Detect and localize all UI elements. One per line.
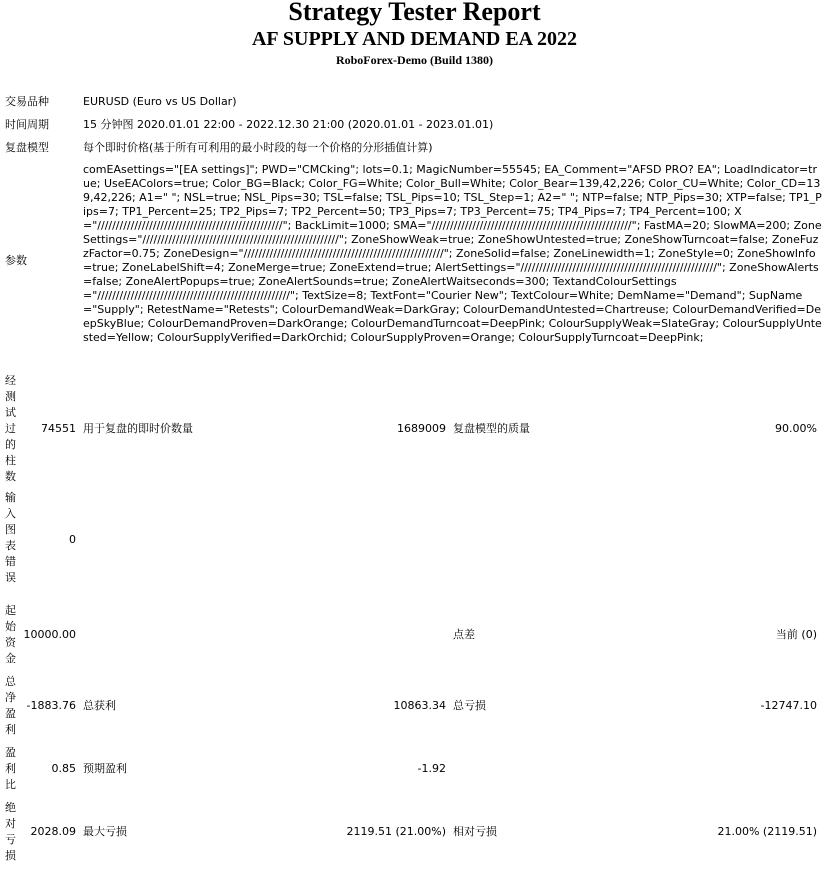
deposit-value: 10000.00 <box>23 628 76 641</box>
errors-label: 输入图表错误 <box>5 491 16 584</box>
gross-profit-label: 总获利 <box>83 699 116 712</box>
spread-label: 点差 <box>453 628 475 641</box>
profit-factor-label: 盈利比 <box>5 746 16 791</box>
model-label: 复盘模型 <box>5 141 49 154</box>
net-profit-label: 总净盈利 <box>5 675 16 736</box>
period-label: 时间周期 <box>5 118 49 131</box>
report-title: Strategy Tester Report <box>288 0 541 26</box>
gross-loss-value: -12747.10 <box>760 699 817 712</box>
gross-profit-value: 10863.34 <box>393 699 446 712</box>
expected-payoff-label: 预期盈利 <box>83 762 127 775</box>
params-value: comEAsettings="[EA settings]"; PWD="CMCking"; lots=0.1; MagicNumber=55545; EA_Comment="AFSD PRO? EA"; LoadIndicator=true; UseEAColors=true; Color_BG=Black; Color_FG=White; Color_Bull=White; Color_Bear=139,42,226; Color_CU=White; Color_CD=139,42,226; A1=" "; NSL=true; NSL_Pips=30; TSL=false; TSL_Pips=10; TSL_Step=1; A2=" "; NTP=false; NTP_Pips=30; XTP=false; TP1_Pips=7; TP1_Percent=25; TP2_Pips=7; TP2_Percent=50; TP3_Pips=7; TP3_Percent=75; TP4_Pips=7; TP4_Percent=100; X="//////////////////////////////////////////////////"; BackLimit=1000; SMA="//////////////////////////////////////////////////////"; FastMA=20; SlowMA=200; ZoneSettings="/////////////////////////////////////////////////////"; ZoneShowWeak=true; ZoneShowUntested=true; ZoneShowTurncoat=false; ZoneFuzzFactor=0.75; ZoneDesign="//////////////////////////////////////////////////////"; ZoneSolid=false; ZoneLinewidth=1; ZoneStyle=0; ZoneShowInfo=true; ZoneLabelShift=4; ZoneMerge=true; ZoneExtend=true; AlertSettings="/////////////////////////////////////////////////////"; ZoneShowAlerts=false; ZoneAlertPopups=true; ZoneAlertSounds=true; ZoneAlertWaitseconds=300; TextandColourSettings="////////////////////////////////////////////////////"; TextSize=8; TextFont="Courier New"; TextColour=White; DemName="Demand"; SupName="Supply"; RetestName="Retests"; ColourDemandWeak=DarkGray; ColourDemandUntested=Chartreuse; ColourDemandVerified=DeepSkyBlue; ColourDemandProven=DarkOrange; ColourDemandTurncoat=DeepPink; ColourSupplyWeak=SlateGray; ColourSupplyUntested=Yellow; ColourSupplyVerified=DarkOrchid; ColourSupplyProven=Orange; ColourSupplyTurncoat=DeepPink; <box>83 163 822 344</box>
errors-value: 0 <box>69 533 76 546</box>
max-drawdown-value: 2119.51 (21.00%) <box>346 825 446 838</box>
model-value: 每个即时价格(基于所有可利用的最小时段的每一个价格的分形插值计算) <box>83 141 433 154</box>
bars-value: 74551 <box>41 422 76 435</box>
deposit-label: 起始资金 <box>5 604 16 665</box>
ticks-label: 用于复盘的即时价数量 <box>83 422 193 435</box>
relative-drawdown-label: 相对亏损 <box>453 825 497 838</box>
relative-drawdown-value: 21.00% (2119.51) <box>717 825 817 838</box>
profit-factor-value: 0.85 <box>51 762 76 775</box>
expected-payoff-value: -1.92 <box>417 762 446 775</box>
absolute-drawdown-value: 2028.09 <box>30 825 76 838</box>
symbol-label: 交易品种 <box>5 95 49 108</box>
net-profit-value: -1883.76 <box>26 699 76 712</box>
server-build: RoboForex-Demo (Build 1380) <box>335 53 494 67</box>
absolute-drawdown-label: 绝对亏损 <box>5 801 16 862</box>
spread-value: 当前 (0) <box>775 628 817 641</box>
ea-name: AF SUPPLY AND DEMAND EA 2022 <box>251 28 578 50</box>
bars-label: 经测试过的柱数 <box>5 374 16 483</box>
ticks-value: 1689009 <box>397 422 446 435</box>
symbol-value: EURUSD (Euro vs US Dollar) <box>83 95 237 108</box>
quality-label: 复盘模型的质量 <box>453 422 530 435</box>
params-label: 参数 <box>5 254 27 267</box>
max-drawdown-label: 最大亏损 <box>83 825 127 838</box>
quality-value: 90.00% <box>775 422 817 435</box>
gross-loss-label: 总亏损 <box>453 699 486 712</box>
period-value: 15 分钟图 2020.01.01 22:00 - 2022.12.30 21:00 (2020.01.01 - 2023.01.01) <box>83 118 494 131</box>
